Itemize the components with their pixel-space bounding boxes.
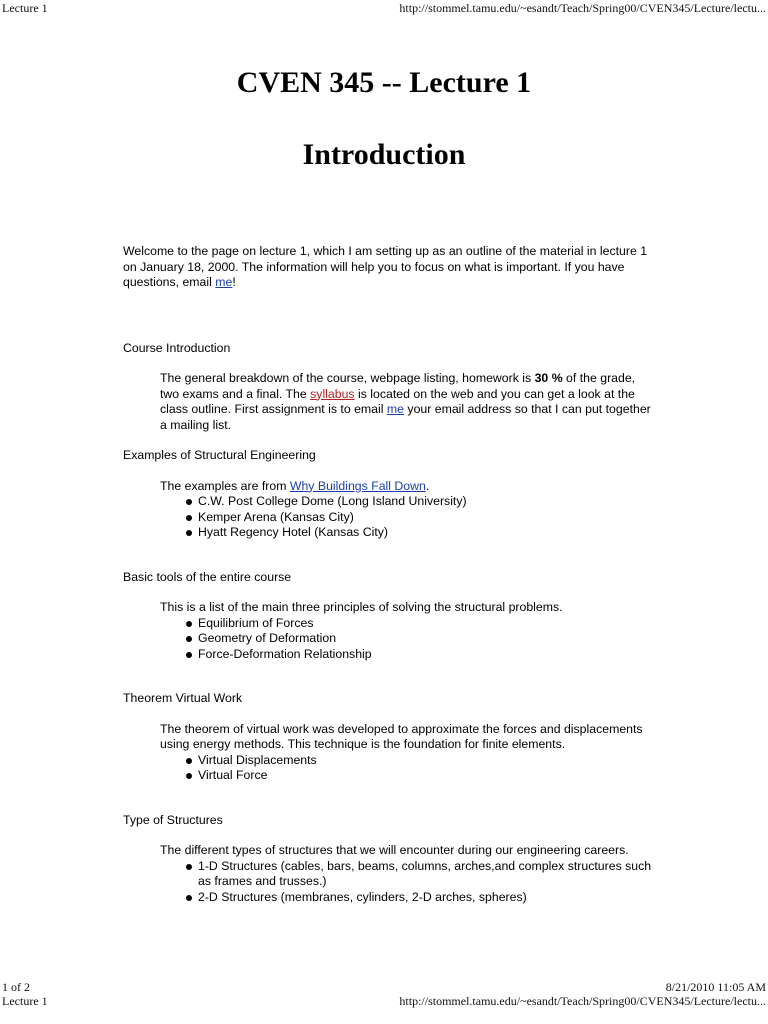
list-item: Equilibrium of Forces — [198, 616, 653, 632]
examples-lead: The examples are from Why Buildings Fall Down. — [160, 478, 430, 493]
virtual-work-list — [123, 753, 653, 784]
print-footer-title: Lecture 1 — [2, 994, 48, 1008]
list-item: Virtual Displacements — [198, 753, 653, 769]
page-subtitle: Introduction — [302, 138, 466, 171]
lecture-content — [123, 244, 653, 905]
print-footer-url: http://stommel.tamu.edu/~esandt/Teach/Spring00/CVEN345/Lecture/lectu... — [399, 994, 766, 1008]
syllabus-link[interactable]: syllabus — [310, 386, 355, 401]
page-number: 1 of 2 — [2, 980, 30, 994]
email-link[interactable]: me — [215, 275, 233, 289]
list-item: 2-D Structures (membranes, cylinders, 2-D arches, spheres) — [198, 890, 653, 906]
course-intro-paragraph: The general breakdown of the course, webpage listing, homework is 30 % of the grade, two exams and a final. The syllabus is located on the web and you can get a look at the class outline. First assignment is to email me your email address so that I can put together a mailing list. — [160, 371, 651, 432]
email-link-2[interactable]: me — [386, 402, 404, 416]
print-header-title: Lecture 1 — [2, 1, 48, 15]
tools-list — [123, 616, 653, 663]
page-title: CVEN 345 -- Lecture 1 — [236, 66, 532, 99]
section-title-examples: Examples of Structural Engineering — [123, 448, 316, 462]
section-title-basic-tools: Basic tools of the entire course — [123, 569, 292, 584]
examples-list — [123, 494, 653, 541]
tools-lead: This is a list of the main three principles of solving the structural problems. — [160, 600, 563, 614]
why-buildings-fall-down-link[interactable]: Why Buildings Fall Down — [289, 478, 426, 493]
list-item: Virtual Force — [198, 768, 653, 784]
list-item: Kemper Arena (Kansas City) — [198, 510, 653, 526]
structures-lead: The different types of structures that we will encounter during our engineering careers. — [160, 843, 629, 857]
list-item: 1-D Structures (cables, bars, beams, columns, arches,and complex structures such as frames and trusses.) — [198, 858, 652, 888]
print-datetime: 8/21/2010 11:05 AM — [665, 980, 766, 994]
list-item: Force-Deformation Relationship — [198, 647, 653, 663]
section-title-structures: Type of Structures — [123, 812, 223, 827]
intro-paragraph: Welcome to the page on lecture 1, which I am setting up as an outline of the material in lecture 1 on January 18, 2000. The information will help you to focus on what is important. If you have questions, email me! — [123, 244, 648, 289]
virtual-work-lead: The theorem of virtual work was developed to approximate the forces and displacements using energy methods. This technique is the foundation for finite elements. — [160, 721, 643, 751]
section-title-virtual-work: Theorem Virtual Work — [123, 691, 243, 705]
print-header-url: http://stommel.tamu.edu/~esandt/Teach/Spring00/CVEN345/Lecture/lectu... — [399, 1, 766, 15]
print-header — [0, 1, 768, 15]
list-item: Hyatt Regency Hotel (Kansas City) — [198, 525, 653, 541]
list-item: C.W. Post College Dome (Long Island University) — [198, 494, 653, 510]
list-item: Geometry of Deformation — [198, 631, 653, 647]
grade-percent: 30 % — [534, 371, 563, 385]
section-title-course-introduction: Course Introduction — [123, 340, 231, 355]
structures-list — [123, 859, 653, 906]
